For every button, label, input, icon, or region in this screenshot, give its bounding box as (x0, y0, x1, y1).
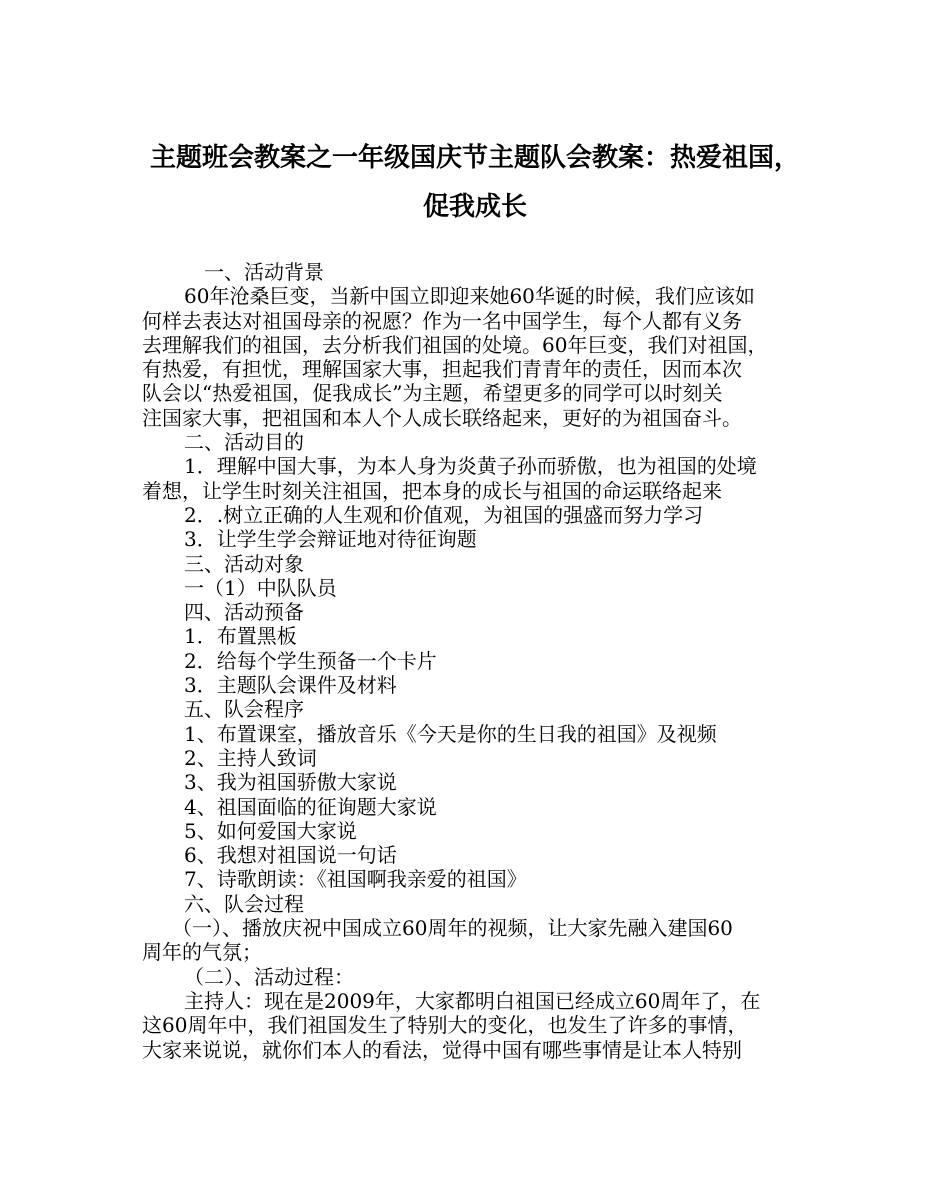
body-text-line: 队会以“热爱祖国，促我成长”为主题，希望更多的同学可以时刻关 (142, 381, 723, 406)
body-text-line: 3．主题队会课件及材料 (184, 673, 397, 698)
body-text-line: 1．布置黑板 (184, 624, 297, 649)
body-text-line: 3、我为祖国骄傲大家说 (184, 770, 397, 795)
body-text-line: 1、布置课室，播放音乐《今天是你的生日我的祖国》及视频 (184, 721, 717, 746)
body-text-line: 6、我想对祖国说一句话 (184, 843, 397, 868)
body-text-line: 大家来说说，就你们本人的看法，觉得中国有哪些事情是让本人特别 (142, 1037, 742, 1062)
body-text-line: 有热爱，有担忧，理解国家大事，担起我们青青年的责任，因而本次 (142, 357, 742, 382)
body-text-line: 何样去表达对祖国母亲的祝愿？作为一名中国学生，每个人都有义务 (142, 308, 742, 333)
body-text-line: 六、队会过程 (184, 891, 304, 916)
body-text-line: 5、如何爱国大家说 (184, 818, 357, 843)
body-text-line: 三、活动对象 (184, 551, 304, 576)
body-text-line: 1．理解中国大事，为本人身为炎黄子孙而骄傲，也为祖国的处境 (184, 454, 757, 479)
body-text-line: 主持人：现在是2009年，大家都明白祖国已经成立60周年了，在 (184, 988, 761, 1013)
body-text-line: 这60周年中，我们祖国发生了特别大的变化，也发生了许多的事情， (142, 1013, 748, 1038)
body-text-line: 注国家大事，把祖国和本人个人成长联络起来，更好的为祖国奋斗。 (142, 405, 742, 430)
body-text-line: 2．.树立正确的人生观和价值观，为祖国的强盛而努力学习 (184, 502, 704, 527)
body-text-line: 周年的气氛； (142, 940, 262, 965)
document-body (142, 260, 822, 1062)
body-text-line: 着想，让学生时刻关注祖国，把本身的成长与祖国的命运联络起来 (142, 478, 722, 503)
body-text-line: 五、队会程序 (184, 697, 304, 722)
body-text-line: （一）、播放庆祝中国成立60周年的视频，让大家先融入建国60 (172, 916, 733, 941)
body-text-line: 一（1）中队队员 (184, 575, 337, 600)
body-text-line: 2．给每个学生预备一个卡片 (184, 648, 437, 673)
body-text-line: 二、活动目的 (184, 430, 304, 455)
body-text-line: 60年沧桑巨变，当新中国立即迎来她60华诞的时候，我们应该如 (184, 284, 755, 309)
body-text-line: 2、主持人致词 (184, 745, 317, 770)
document-title-line-1: 主题班会教案之一年级国庆节主题队会教案：热爱祖国， (149, 143, 800, 173)
body-text-line: 一、活动背景 (204, 260, 324, 284)
body-text-line: 3．让学生学会辩证地对待征询题 (184, 527, 477, 552)
body-text-line: 4、祖国面临的征询题大家说 (184, 794, 437, 819)
body-text-line: 7、诗歌朗读：《祖国啊我亲爱的祖国》 (184, 867, 527, 892)
document-title-line-2: 促我成长 (422, 192, 527, 222)
body-text-line: （二）、活动过程： (184, 964, 354, 989)
body-text-line: 去理解我们的祖国，去分析我们祖国的处境。60年巨变，我们对祖国， (142, 332, 768, 357)
body-text-line: 四、活动预备 (184, 600, 304, 625)
